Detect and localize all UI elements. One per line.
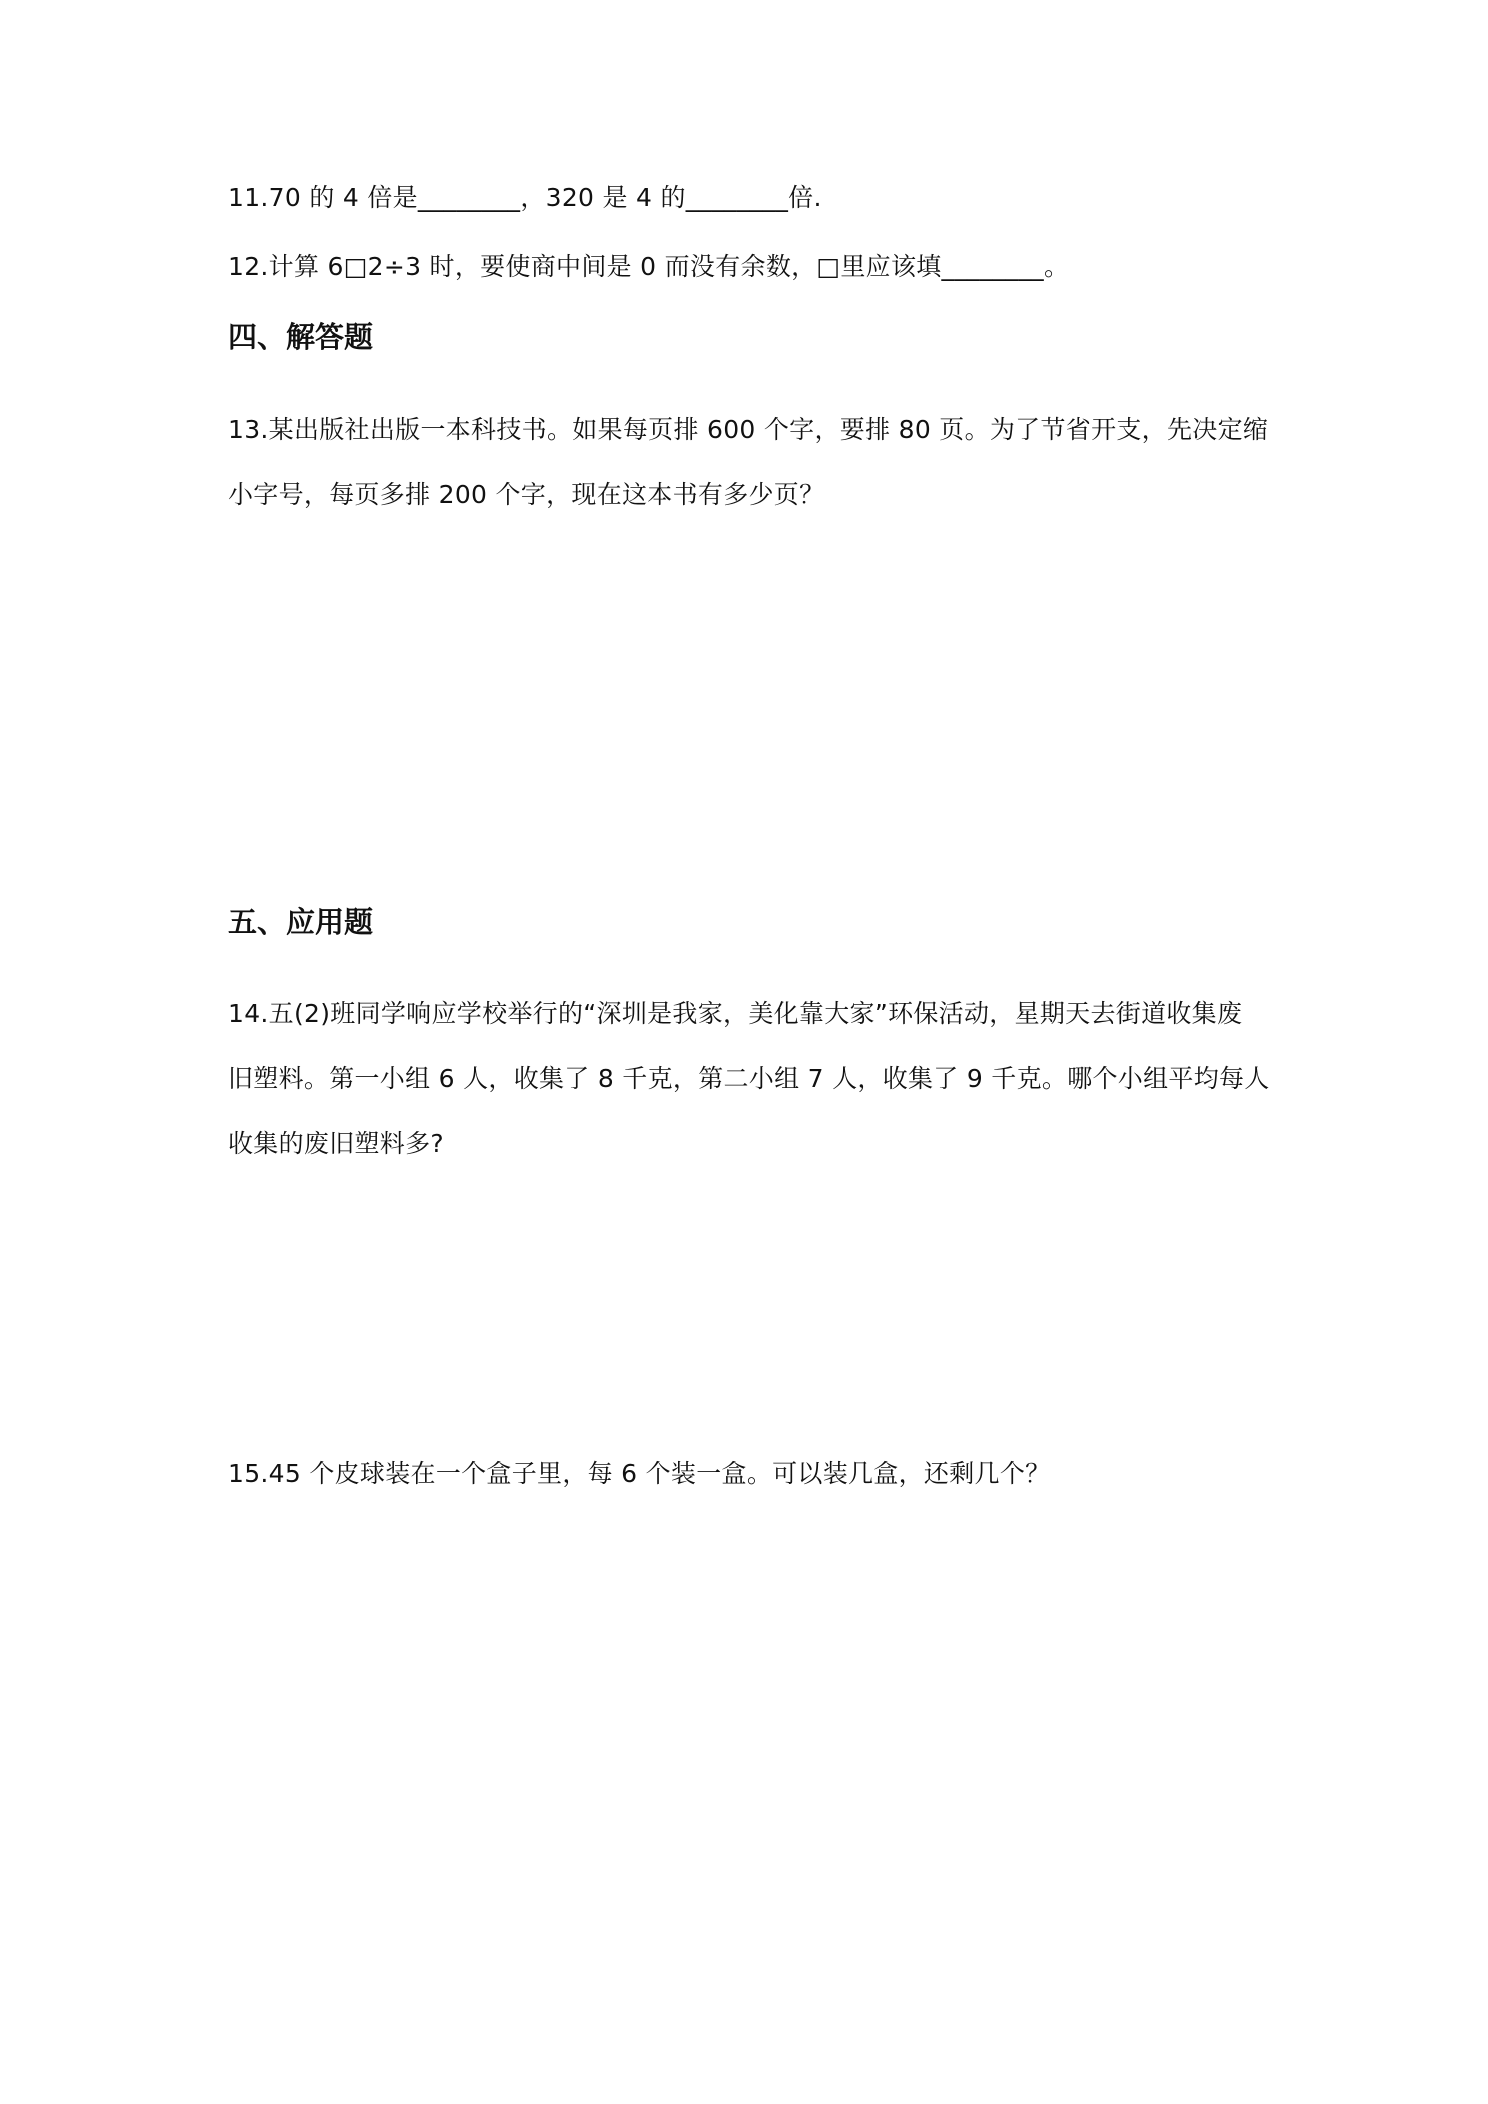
question-14-line-2: 旧塑料。第一小组 6 人，收集了 8 千克，第二小组 7 人，收集了 9 千克。哪个小组平均每人 <box>228 1064 1270 1093</box>
section-heading-application: 五、应用题 <box>228 905 374 939</box>
question-14-line-1: 14.五(2)班同学响应学校举行的“深圳是我家，美化靠大家”环保活动，星期天去街道收集废 <box>228 999 1243 1028</box>
question-11: 11.70 的 4 倍是________，320 是 4 的________倍. <box>228 183 822 212</box>
question-13-line-2: 小字号，每页多排 200 个字，现在这本书有多少页？ <box>228 480 825 509</box>
section-heading-answer: 四、解答题 <box>228 320 374 354</box>
question-12: 12.计算 6□2÷3 时，要使商中间是 0 而没有余数，□里应该填________。 <box>228 252 1070 281</box>
question-15: 15.45 个皮球装在一个盒子里，每 6 个装一盒。可以装几盒，还剩几个？ <box>228 1459 1051 1488</box>
question-14-line-3: 收集的废旧塑料多? <box>228 1129 444 1158</box>
question-13-line-1: 13.某出版社出版一本科技书。如果每页排 600 个字，要排 80 页。为了节省开支，先决定缩 <box>228 415 1269 444</box>
